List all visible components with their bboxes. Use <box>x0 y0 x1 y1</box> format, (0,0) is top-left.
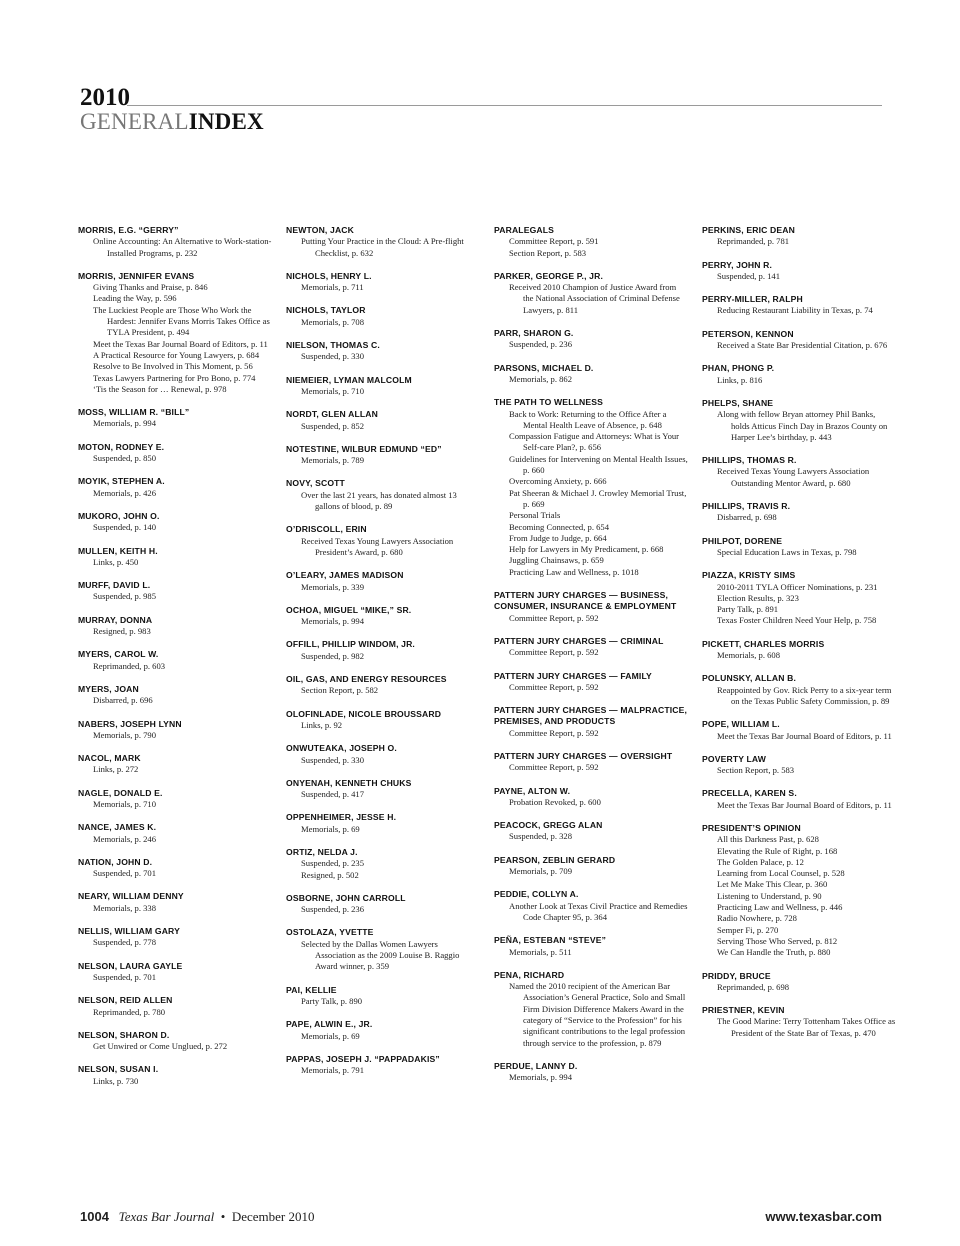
entry-reference: Memorials, p. 69 <box>301 823 360 834</box>
entry-name: NICHOLS, HENRY L. <box>286 270 372 281</box>
entry-reference: Links, p. 92 <box>301 719 343 730</box>
entry-reference: Suspended, p. 330 <box>301 754 365 765</box>
entry-reference: Probation Revoked, p. 600 <box>509 796 601 807</box>
entry-reference: The Golden Palace, p. 12 <box>717 856 804 867</box>
entry-reference: Committee Report, p. 592 <box>509 762 599 773</box>
entry-name: PERRY-MILLER, RALPH <box>702 294 803 305</box>
entry-name: NELSON, SHARON D. <box>78 1029 170 1040</box>
entry-name: PAYNE, ALTON W. <box>494 785 571 796</box>
entry-name: NELSON, SUSAN I. <box>78 1064 159 1075</box>
entry-name: ONWUTEAKA, JOSEPH O. <box>286 743 397 754</box>
entry-reference: Suspended, p. 850 <box>93 453 157 464</box>
entry-reference: Suspended, p. 701 <box>93 971 157 982</box>
entry-reference: Suspended, p. 328 <box>509 831 573 842</box>
entry-name: PHILLIPS, TRAVIS R. <box>702 501 791 512</box>
journal-name: Texas Bar Journal <box>118 1209 215 1224</box>
page-number: 1004 <box>80 1209 109 1224</box>
entry-reference: Received Texas Young Lawyers Association President’s Award, p. 680 <box>301 535 454 557</box>
entry-name: PHAN, PHONG P. <box>702 363 775 374</box>
entry-reference: Resigned, p. 502 <box>301 869 359 880</box>
entry-name: PEARSON, ZEBLIN GERARD <box>494 854 616 865</box>
index-entry <box>494 363 688 386</box>
index-entry <box>78 649 272 672</box>
entry-name: MORRIS, E.G. “GERRY” <box>78 225 179 235</box>
entry-name: PERDUE, LANNY D. <box>494 1060 578 1071</box>
index-entry <box>78 719 272 742</box>
entry-name: OIL, GAS, AND ENERGY RESOURCES <box>286 674 447 685</box>
entry-name: THE PATH TO WELLNESS <box>494 397 603 408</box>
index-entry <box>78 615 272 638</box>
entry-name: POLUNSKY, ALLAN B. <box>702 673 797 684</box>
index-entry <box>78 511 272 534</box>
index-column-2 <box>286 225 480 1099</box>
entry-name: NACOL, MARK <box>78 753 141 764</box>
index-entry <box>494 751 688 774</box>
issue-date: December 2010 <box>231 1209 315 1224</box>
entry-reference: Suspended, p. 330 <box>301 351 365 362</box>
entry-reference: Links, p. 272 <box>93 764 139 775</box>
entry-reference: Reappointed by Gov. Rick Perry to a six-year term on the Texas Public Safety Commission, p. 89 <box>717 684 892 706</box>
entry-reference: Reducing Restaurant Liability in Texas, p. 74 <box>717 305 873 316</box>
index-entry <box>78 822 272 845</box>
index-entry <box>494 970 688 1049</box>
entry-reference: Links, p. 730 <box>93 1075 139 1086</box>
entry-reference: Suspended, p. 417 <box>301 789 365 800</box>
index-column-3 <box>494 225 688 1099</box>
index-entry <box>286 340 480 363</box>
entry-name: PERRY, JOHN R. <box>702 259 773 270</box>
entry-name: OFFILL, PHILLIP WINDOM, JR. <box>286 639 415 650</box>
index-entry <box>702 294 896 317</box>
entry-reference: Becoming Connected, p. 654 <box>509 521 610 532</box>
index-entry <box>494 397 688 578</box>
entry-reference: Online Accounting: An Alternative to Work-station-Installed Programs, p. 232 <box>93 236 272 258</box>
index-entry <box>286 444 480 467</box>
entry-reference: Links, p. 450 <box>93 556 139 567</box>
entry-name: PATTERN JURY CHARGES — OVERSIGHT <box>494 750 673 761</box>
entry-reference: Putting Your Practice in the Cloud: A Pre-flight Checklist, p. 632 <box>301 236 464 258</box>
index-entry <box>78 788 272 811</box>
index-entry <box>494 1061 688 1084</box>
index-entry <box>702 455 896 489</box>
index-entry <box>702 719 896 742</box>
entry-reference: Election Results, p. 323 <box>717 592 799 603</box>
entry-reference: Received a State Bar Presidential Citation, p. 676 <box>717 340 888 351</box>
entry-name: PATTERN JURY CHARGES — MALPRACTICE, PREMISES, AND PRODUCTS <box>494 705 688 727</box>
index-entry <box>494 328 688 351</box>
entry-reference: Reprimanded, p. 603 <box>93 660 166 671</box>
index-columns <box>78 225 896 1099</box>
index-entry <box>286 375 480 398</box>
entry-name: OPPENHEIMER, JESSE H. <box>286 812 397 823</box>
index-entry <box>78 442 272 465</box>
entry-reference: 2010-2011 TYLA Officer Nominations, p. 231 <box>717 581 878 592</box>
entry-name: PATTERN JURY CHARGES — FAMILY <box>494 670 652 681</box>
index-entry <box>494 225 688 259</box>
entry-name: ORTIZ, NELDA J. <box>286 846 358 857</box>
entry-reference: Memorials, p. 791 <box>301 1065 365 1076</box>
entry-name: OLOFINLADE, NICOLE BROUSSARD <box>286 708 442 719</box>
index-entry <box>702 570 896 626</box>
entry-reference: Committee Report, p. 591 <box>509 236 599 247</box>
entry-name: PETERSON, KENNON <box>702 328 794 339</box>
entry-reference: Memorials, p. 994 <box>509 1072 573 1083</box>
index-entry <box>286 893 480 916</box>
entry-reference: Memorials, p. 789 <box>301 455 365 466</box>
index-entry <box>78 476 272 499</box>
index-entry <box>494 636 688 659</box>
entry-reference: Another Look at Texas Civil Practice and Remedies Code Chapter 95, p. 364 <box>509 900 688 922</box>
entry-name: PARSONS, MICHAEL D. <box>494 362 594 373</box>
index-entry <box>286 1054 480 1077</box>
entry-name: NANCE, JAMES K. <box>78 822 157 833</box>
entry-name: PAI, KELLIE <box>286 984 337 995</box>
entry-name: PATTERN JURY CHARGES — CRIMINAL <box>494 635 664 646</box>
entry-reference: Party Talk, p. 890 <box>301 995 363 1006</box>
index-entry <box>286 639 480 662</box>
entry-name: MORRIS, JENNIFER EVANS <box>78 270 195 281</box>
index-title <box>80 110 882 134</box>
index-entry <box>286 271 480 294</box>
entry-reference: Memorials, p. 710 <box>93 798 157 809</box>
entry-reference: Reprimanded, p. 698 <box>717 981 790 992</box>
index-entry <box>78 961 272 984</box>
index-entry <box>78 225 272 259</box>
entry-name: NEWTON, JACK <box>286 225 355 235</box>
entry-reference: Semper Fi, p. 270 <box>717 924 779 935</box>
entry-name: NATION, JOHN D. <box>78 856 153 867</box>
index-entry <box>78 684 272 707</box>
entry-name: OCHOA, MIGUEL “MIKE,” SR. <box>286 604 412 615</box>
index-entry <box>702 225 896 248</box>
entry-name: POPE, WILLIAM L. <box>702 719 780 730</box>
entry-reference: Resigned, p. 983 <box>93 626 151 637</box>
index-column-4 <box>702 225 896 1099</box>
entry-reference: Suspended, p. 141 <box>717 270 781 281</box>
entry-reference: Suspended, p. 236 <box>301 904 365 915</box>
entry-reference: Suspended, p. 985 <box>93 591 157 602</box>
index-entry <box>702 788 896 811</box>
entry-name: PEACOCK, GREGG ALAN <box>494 820 603 831</box>
entry-reference: Meet the Texas Bar Journal Board of Editors, p. 11 <box>717 799 892 810</box>
index-entry <box>286 409 480 432</box>
entry-name: POVERTY LAW <box>702 753 767 764</box>
entry-name: PHILPOT, DORENE <box>702 535 783 546</box>
index-entry <box>78 753 272 776</box>
entry-name: MURFF, DAVID L. <box>78 580 151 591</box>
entry-name: O’DRISCOLL, ERIN <box>286 524 367 535</box>
index-entry <box>286 847 480 881</box>
entry-reference: All this Darkness Past, p. 628 <box>717 834 819 845</box>
entry-reference: Elevating the Rule of Right, p. 168 <box>717 845 838 856</box>
entry-reference: A Practical Resource for Young Lawyers, p. 684 <box>93 349 260 360</box>
entry-name: NELSON, REID ALLEN <box>78 995 173 1006</box>
index-entry <box>78 995 272 1018</box>
entry-reference: Memorials, p. 790 <box>93 729 157 740</box>
entry-reference: Let Me Make This Clear, p. 360 <box>717 879 828 890</box>
index-entry <box>702 971 896 994</box>
entry-name: PICKETT, CHARLES MORRIS <box>702 638 825 649</box>
footer-separator: • <box>220 1209 226 1224</box>
index-entry <box>494 935 688 958</box>
entry-name: PAPPAS, JOSEPH J. “PAPPADAKIS” <box>286 1053 440 1064</box>
entry-name: PARALEGALS <box>494 225 555 235</box>
index-entry <box>78 926 272 949</box>
index-entry <box>286 605 480 628</box>
entry-reference: Juggling Chainsaws, p. 659 <box>509 555 604 566</box>
index-entry <box>286 812 480 835</box>
page-footer <box>80 1209 882 1225</box>
entry-reference: Disbarred, p. 698 <box>717 512 777 523</box>
entry-reference: Section Report, p. 582 <box>301 685 379 696</box>
entry-name: PARKER, GEORGE P., JR. <box>494 270 603 281</box>
entry-reference: Over the last 21 years, has donated almost 13 gallons of blood, p. 89 <box>301 489 457 512</box>
entry-reference: Party Talk, p. 891 <box>717 604 779 615</box>
index-entry <box>78 407 272 430</box>
index-entry <box>494 786 688 809</box>
index-entry <box>78 891 272 914</box>
entry-reference: Serving Those Who Served, p. 812 <box>717 935 838 946</box>
entry-name: PHELPS, SHANE <box>702 397 774 408</box>
entry-reference: Special Education Laws in Texas, p. 798 <box>717 546 857 557</box>
index-year: 2010 <box>80 84 130 111</box>
index-entry <box>286 305 480 328</box>
index-title-bold: INDEX <box>188 109 264 134</box>
entry-name: PERKINS, ERIC DEAN <box>702 225 795 235</box>
entry-name: PATTERN JURY CHARGES — BUSINESS, CONSUMER, INSURANCE & EMPLOYMENT <box>494 590 677 612</box>
entry-reference: Practicing Law and Wellness, p. 446 <box>717 902 843 913</box>
entry-reference: Memorials, p. 246 <box>93 833 157 844</box>
entry-reference: Memorials, p. 608 <box>717 650 781 661</box>
index-entry <box>702 501 896 524</box>
index-entry <box>494 820 688 843</box>
entry-reference: Disbarred, p. 696 <box>93 695 153 706</box>
entry-reference: Learning from Local Counsel, p. 528 <box>717 868 845 879</box>
entry-name: PHILLIPS, THOMAS R. <box>702 455 797 466</box>
entry-name: NIELSON, THOMAS C. <box>286 340 380 351</box>
index-entry <box>494 705 688 739</box>
page-header <box>80 86 882 134</box>
entry-reference: The Good Marine: Terry Tottenham Takes Office as President of the State Bar of Texas, p. 470 <box>717 1016 896 1038</box>
entry-reference: Pat Sheeran & Michael J. Crowley Memorial Trust, p. 669 <box>509 487 687 509</box>
entry-reference: Leading the Way, p. 596 <box>93 293 177 304</box>
entry-reference: Section Report, p. 583 <box>717 765 795 776</box>
entry-reference: We Can Handle the Truth, p. 880 <box>717 947 831 958</box>
index-entry <box>286 743 480 766</box>
entry-reference: Suspended, p. 982 <box>301 650 365 661</box>
entry-reference: Section Report, p. 583 <box>509 247 587 258</box>
entry-reference: Named the 2010 recipient of the American Bar Association’s General Practice, Solo and Small Firm Division Difference Makers Award in the category of “Service to the Profession” for his significant contributions to the legal profession through service to the profession, p. 879 <box>509 981 686 1048</box>
entry-name: PRIDDY, BRUCE <box>702 970 771 981</box>
entry-name: NELLIS, WILLIAM GARY <box>78 926 180 937</box>
index-entry <box>702 260 896 283</box>
entry-name: MURRAY, DONNA <box>78 614 153 625</box>
entry-reference: Committee Report, p. 592 <box>509 727 599 738</box>
entry-reference: Reprimanded, p. 781 <box>717 236 790 247</box>
index-entry <box>494 671 688 694</box>
entry-reference: Memorials, p. 711 <box>301 282 364 293</box>
entry-name: NELSON, LAURA GAYLE <box>78 960 183 971</box>
entry-name: NOVY, SCOTT <box>286 478 345 489</box>
entry-reference: Practicing Law and Wellness, p. 1018 <box>509 566 639 577</box>
index-entry <box>494 855 688 878</box>
entry-reference: Memorials, p. 994 <box>301 616 365 627</box>
entry-reference: Memorials, p. 338 <box>93 902 157 913</box>
index-entry <box>286 225 480 259</box>
entry-name: NORDT, GLEN ALLAN <box>286 409 378 420</box>
index-entry <box>286 524 480 558</box>
index-entry <box>286 985 480 1008</box>
footer-left <box>80 1209 314 1225</box>
entry-name: PRECELLA, KAREN S. <box>702 788 797 799</box>
entry-reference: Received 2010 Champion of Justice Award from the National Association of Criminal Defense Lawyers, p. 811 <box>509 282 680 315</box>
entry-reference: Links, p. 816 <box>717 374 763 385</box>
entry-name: MOSS, WILLIAM R. “BILL” <box>78 407 190 418</box>
entry-reference: Suspended, p. 778 <box>93 937 157 948</box>
entry-name: PARR, SHARON G. <box>494 328 574 339</box>
index-entry <box>702 673 896 707</box>
entry-reference: Memorials, p. 709 <box>509 866 573 877</box>
entry-reference: Help for Lawyers in My Predicament, p. 668 <box>509 544 664 555</box>
entry-reference: Suspended, p. 235 <box>301 858 365 869</box>
index-entry <box>286 709 480 732</box>
entry-reference: Suspended, p. 701 <box>93 868 157 879</box>
entry-reference: Memorials, p. 511 <box>509 946 572 957</box>
entry-name: OSBORNE, JOHN CARROLL <box>286 892 406 903</box>
entry-reference: Radio Nowhere, p. 728 <box>717 913 797 924</box>
entry-name: PENA, RICHARD <box>494 969 565 980</box>
entry-reference: Suspended, p. 140 <box>93 522 157 533</box>
entry-name: O’LEARY, JAMES MADISON <box>286 570 404 581</box>
entry-name: NAGLE, DONALD E. <box>78 787 163 798</box>
index-entry <box>702 1005 896 1039</box>
index-title-light: GENERAL <box>80 109 189 134</box>
entry-name: MYERS, JOAN <box>78 683 139 694</box>
entry-reference: Texas Foster Children Need Your Help, p. 758 <box>717 615 877 626</box>
entry-name: PEDDIE, COLLYN A. <box>494 889 579 900</box>
entry-name: NEARY, WILLIAM DENNY <box>78 891 184 902</box>
index-entry <box>286 778 480 801</box>
entry-reference: Guidelines for Intervening on Mental Health Issues, p. 660 <box>509 453 688 476</box>
index-entry <box>494 590 688 624</box>
entry-reference: Selected by the Dallas Women Lawyers Association as the 2009 Louise B. Raggio Award winner, p. 359 <box>301 938 460 972</box>
index-entry <box>702 639 896 662</box>
entry-reference: Giving Thanks and Praise, p. 846 <box>93 282 208 293</box>
index-entry <box>286 478 480 512</box>
index-entry <box>702 329 896 352</box>
entry-name: OSTOLAZA, YVETTE <box>286 927 374 938</box>
entry-reference: Overcoming Anxiety, p. 666 <box>509 476 607 487</box>
index-entry <box>78 857 272 880</box>
entry-name: MULLEN, KEITH H. <box>78 545 158 556</box>
entry-reference: Memorials, p. 426 <box>93 487 157 498</box>
header-rule <box>127 105 882 106</box>
index-entry <box>286 570 480 593</box>
entry-reference: Suspended, p. 852 <box>301 420 365 431</box>
index-entry <box>702 363 896 386</box>
entry-reference: Reprimanded, p. 780 <box>93 1006 166 1017</box>
entry-reference: Memorials, p. 339 <box>301 581 365 592</box>
entry-reference: Memorials, p. 708 <box>301 316 365 327</box>
entry-name: NOTESTINE, WILBUR EDMUND “ED” <box>286 443 442 454</box>
index-entry <box>286 674 480 697</box>
entry-name: MUKORO, JOHN O. <box>78 510 160 521</box>
entry-reference: Committee Report, p. 592 <box>509 647 599 658</box>
entry-reference: Compassion Fatigue and Attorneys: What is Your Self-care Plan?, p. 656 <box>509 431 680 453</box>
entry-name: PRESIDENT’S OPINION <box>702 822 801 833</box>
entry-reference: Personal Trials <box>509 510 561 521</box>
index-entry <box>702 823 896 959</box>
entry-reference: Memorials, p. 862 <box>509 373 573 384</box>
index-entry <box>494 889 688 923</box>
entry-reference: The Luckiest People are Those Who Work the Hardest: Jennifer Evans Morris Takes Office as TYLA President, p. 494 <box>93 304 270 338</box>
entry-reference: Memorials, p. 710 <box>301 385 365 396</box>
index-entry <box>78 546 272 569</box>
index-entry <box>494 271 688 316</box>
index-column-1 <box>78 225 272 1099</box>
index-entry <box>286 1019 480 1042</box>
entry-reference: Received Texas Young Lawyers Association Outstanding Mentor Award, p. 680 <box>717 466 870 488</box>
entry-reference: Memorials, p. 994 <box>93 418 157 429</box>
entry-name: NABERS, JOSEPH LYNN <box>78 718 182 729</box>
entry-reference: Texas Lawyers Partnering for Pro Bono, p. 774 <box>93 372 256 383</box>
index-entry <box>702 754 896 777</box>
website-link[interactable]: www.texasbar.com <box>765 1209 882 1224</box>
index-entry <box>78 580 272 603</box>
index-entry <box>702 398 896 443</box>
entry-reference: Meet the Texas Bar Journal Board of Editors, p. 11 <box>93 338 268 349</box>
index-entry <box>78 1030 272 1053</box>
entry-name: NICHOLS, TAYLOR <box>286 305 366 316</box>
entry-name: NIEMEIER, LYMAN MALCOLM <box>286 374 412 385</box>
entry-name: MOTON, RODNEY E. <box>78 441 165 452</box>
entry-name: ONYENAH, KENNETH CHUKS <box>286 777 412 788</box>
entry-reference: Back to Work: Returning to the Office After a Mental Health Leave of Absence, p. 648 <box>509 408 667 430</box>
entry-name: MOYIK, STEPHEN A. <box>78 476 165 487</box>
entry-reference: ‘Tis the Season for … Renewal, p. 978 <box>93 383 227 394</box>
entry-reference: Committee Report, p. 592 <box>509 612 599 623</box>
entry-name: MYERS, CAROL W. <box>78 649 159 660</box>
index-entry <box>78 271 272 395</box>
entry-reference: Listening to Understand, p. 90 <box>717 890 822 901</box>
entry-reference: Meet the Texas Bar Journal Board of Editors, p. 11 <box>717 730 892 741</box>
index-entry <box>286 927 480 972</box>
entry-reference: Along with fellow Bryan attorney Phil Banks, holds Atticus Finch Day in Brazos County on Harper Lee’s birthday, p. 443 <box>717 409 888 442</box>
index-entry <box>702 536 896 559</box>
entry-reference: Suspended, p. 236 <box>509 339 573 350</box>
entry-name: PRIESTNER, KEVIN <box>702 1005 785 1016</box>
entry-name: PAPE, ALWIN E., JR. <box>286 1019 373 1030</box>
entry-reference: Committee Report, p. 592 <box>509 681 599 692</box>
entry-name: PIAZZA, KRISTY SIMS <box>702 570 796 581</box>
entry-name: PEÑA, ESTEBAN “STEVE” <box>494 935 607 946</box>
entry-reference: From Judge to Judge, p. 664 <box>509 532 607 543</box>
entry-reference: Resolve to Be Involved in This Moment, p. 56 <box>93 361 253 372</box>
index-entry <box>78 1064 272 1087</box>
entry-reference: Get Unwired or Come Unglued, p. 272 <box>93 1041 228 1052</box>
entry-reference: Memorials, p. 69 <box>301 1030 360 1041</box>
